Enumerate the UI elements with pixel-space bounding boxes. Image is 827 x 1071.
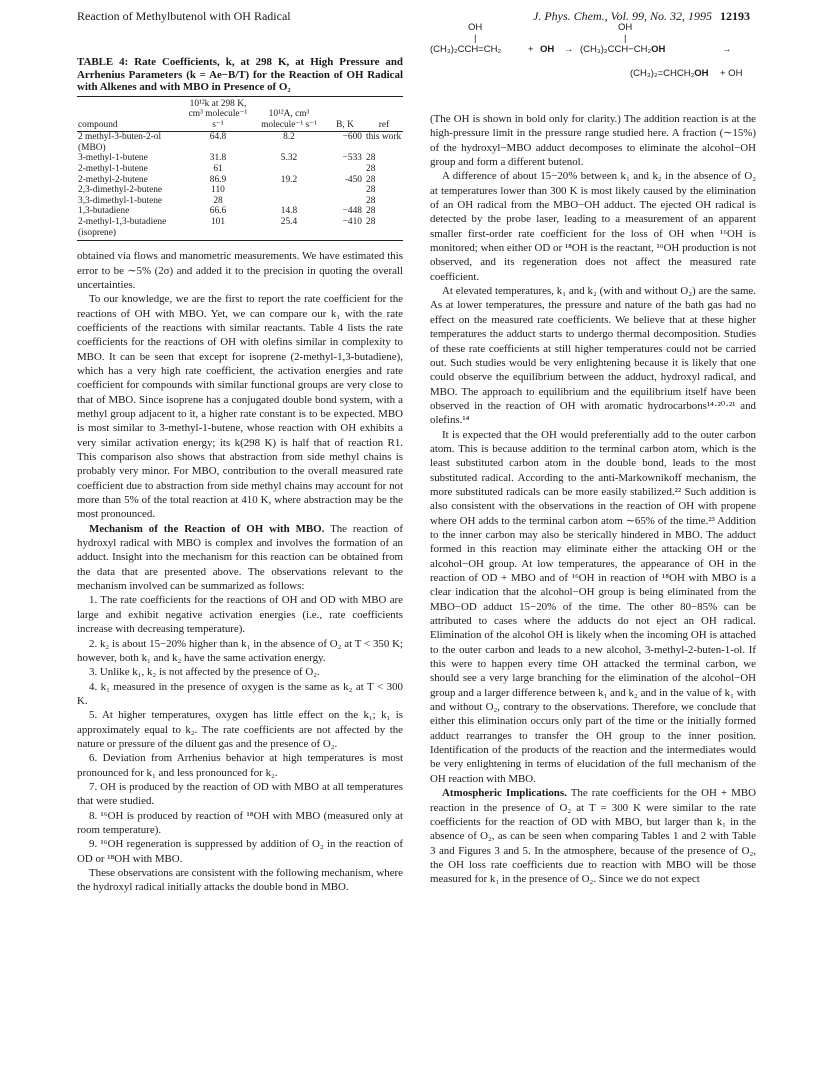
cell-a: 14.8 <box>280 206 298 217</box>
cell-ref: 28 <box>366 174 376 185</box>
product: (CH₃)₂=CHCH₂OH <box>630 68 709 79</box>
cell-b: -450 <box>344 174 362 185</box>
cell-compound: 1,3-butadiene <box>78 206 130 217</box>
paragraph: To our knowledge, we are the first to report the rate coefficient for the reactions of OH with MBO. Yet, we can compare our k₁ with the rate coefficients of the reactions with similar reactants. Table 4 lists the rate coefficients for the reactions of OH with olefins similar in complexity to MBO. It can be seen that except for isoprene (2-methyl-1,3-butadiene), which has a very high rate coefficient, the activation energies and rate coefficient for compounds with similar functional groups are very close to that of MBO. Since isoprene has a conjugated double bond system, with a methyl group adjacent to it, a higher rate constant is to be expected. MBO is most similar to 3-methyl-1-butene, whose reaction with OH exhibits a very similar activation energy; its k(298 K) is half that of reaction R1. This comparison also shows that abstraction from side methyl chains is probably very minor. For MBO, contribution to the overall measured rate coefficient due to abstraction from side methyl chains may account for not more than 5% of the total reaction at 410 K, where abstraction may be the most pronounced. <box>77 293 403 521</box>
cell-k: 66.6 <box>209 206 227 217</box>
cell-a <box>253 185 325 196</box>
cell-compound: 3,3-dimethyl-1-butene <box>78 195 163 206</box>
atmospheric-paragraph <box>430 786 756 886</box>
reaction-scheme <box>430 22 760 108</box>
bond-line: | <box>624 33 627 44</box>
paragraph: These observations are consistent with the following mechanism, where the hydroxyl radical initially attacks the double bond in MBO. <box>77 867 403 894</box>
cell-k: 61 <box>213 164 223 175</box>
cell-ref: 28 <box>366 153 376 164</box>
observation-item: 4. k₁ measured in the presence of oxygen is the same as k₂ at T < 300 K. <box>77 680 403 707</box>
cell-k: 31.8 <box>209 153 227 164</box>
observation-item: 2. k₂ is about 15−20% higher than k₁ in the absence of O₂ at T < 350 K; however, both k₁ and k₂ have the same activation energy. <box>77 637 403 664</box>
table-row <box>77 185 403 196</box>
cell-k: 110 <box>211 185 225 196</box>
col-header-compound: compound <box>77 97 183 132</box>
hydroxyl-label: OH <box>468 22 483 33</box>
table-row <box>77 153 403 164</box>
section-heading: Mechanism of the Reaction of OH with MBO. <box>89 522 325 535</box>
table-row <box>77 217 403 241</box>
paragraph-text: The reaction of hydroxyl radical with MBO is complex and involves the formation of an adduct. Insight into the mechanism for this reaction can be obtained from the data that are presented above. The observations relevant to the mechanism involved can be summarized as follows: <box>77 522 403 593</box>
cell-k: 101 <box>183 217 253 241</box>
adduct: (CH₃)₂CCH−CH₂OH <box>580 44 666 55</box>
cell-ref: this work <box>366 132 402 143</box>
plus-sign: + <box>528 44 534 55</box>
cell-a: 8.2 <box>283 132 295 143</box>
cell-ref: 28 <box>365 217 403 241</box>
left-column <box>77 56 403 895</box>
observation-item: 9. ¹⁶OH regeneration is suppressed by addition of O₂ in the reaction of OD or ¹⁸OH with MBO. <box>77 838 403 865</box>
paragraph-text: The rate coefficients for the OH + MBO reaction in the presence of O₂ at T = 300 K were similar to the rate coefficients for the reaction of OD with MBO, but larger than k₁ in the absence of O₂, as can be seen when comparing Tables 1 and 2 with Table 3 and Figures 3 and 5. In the atmosphere, because of the presence of O₂, the OH loss rate coefficients due to reaction with MBO will be those measured for k₁ in the presence of O₂. Since we do not expect <box>430 787 756 886</box>
table-row <box>77 164 403 175</box>
cell-ref: 28 <box>366 195 376 206</box>
table-caption: TABLE 4: Rate Coefficients, k, at 298 K, at High Pressure and Arrhenius Parameters (k = Ae−B/T) for the Reaction of OH Radical with Alkenes and with MBO in Presence of O₂ <box>77 56 403 93</box>
cell-compound: 2 methyl-3-buten-2-ol (MBO) <box>78 132 162 153</box>
oh-product: + OH <box>720 68 743 79</box>
cell-k: 86.9 <box>209 174 227 185</box>
oh-radical: OH <box>540 44 555 55</box>
page-number: 12193 <box>720 9 750 23</box>
col-header-ref: ref <box>365 97 403 132</box>
observation-item: 7. OH is produced by the reaction of OD with MBO at all temperatures that were studied. <box>77 780 403 808</box>
cell-compound: 2,3-dimethyl-2-butene <box>78 185 163 196</box>
observation-item: 1. The rate coefficients for the reactions of OH and OD with MBO are large and exhibit negative activation energies (i.e., rate coefficients increase with decreasing temperature). <box>77 594 403 636</box>
rate-coefficient-table <box>77 97 403 242</box>
col-header-b: B, K <box>325 97 365 132</box>
cell-ref: 28 <box>366 185 376 196</box>
paragraph: (The OH is shown in bold only for clarity.) The addition reaction is at the high-pressure limit in the pressure range studied here. A fraction (∼15%) of the hydroxyl−MBO adduct decomposes to eliminate the alcohol−OH group and form a different butenol. <box>430 113 756 169</box>
hydroxyl-label: OH <box>618 22 633 33</box>
paragraph: At elevated temperatures, k₁ and k₂ (with and without O₂) are the same. As at lower temperatures, the pressure and nature of the bath gas had no effect on the measured rate coefficients. We believe that at these higher temperatures the adduct starts to undergo thermal decomposition. Studies of these rate coefficients at still higher temperatures could not be carried out. Such studies would be very enlightening because it is likely that one could observe the equilibrium between the adduct, hydroxyl radical, and MBO. The approach to equilibrium and the equilibrium itself have been observed in the reaction of OH with aromatic hydrocarbons¹⁴·²⁰·²¹ and olefins.¹⁴ <box>430 285 756 427</box>
observation-item: 8. ¹⁶OH is produced by reaction of ¹⁸OH with MBO (measured only at room temperature). <box>77 809 403 836</box>
mechanism-paragraph <box>77 522 403 594</box>
cell-k: 28 <box>213 195 223 206</box>
reactant-mbo: (CH₃)₂CCH=CH₂ <box>430 44 502 55</box>
col-header-k: 10¹²k at 298 K, cm³ molecule⁻¹ s⁻¹ <box>183 97 253 132</box>
table-row <box>77 132 403 154</box>
table-row <box>77 175 403 186</box>
cell-ref: 28 <box>366 164 376 175</box>
cell-a <box>253 196 325 207</box>
cell-a: 19.2 <box>280 174 298 185</box>
paragraph: obtained via flows and manometric measurements. We have estimated this error to be ∼5% (2σ) and added it to the precision in quoting the overall uncertainties. <box>77 250 403 291</box>
observation-item: 5. At higher temperatures, oxygen has little effect on the k₁; k₁ is approximately equal to k₂. The rate coefficients are not affected by the nature or pressure of the diluent gas and the presence of O₂. <box>77 709 403 750</box>
reaction-arrow: → <box>564 44 574 55</box>
cell-b <box>325 164 365 175</box>
cell-compound: 2-methyl-1,3-butadiene (isoprene) <box>77 217 183 241</box>
col-header-a: 10¹²A, cm³ molecule⁻¹ s⁻¹ <box>253 97 325 132</box>
cell-b <box>325 185 365 196</box>
cell-compound: 3-methyl-1-butene <box>78 153 148 164</box>
cell-b: −600 <box>342 132 362 143</box>
bond-line: | <box>474 33 477 44</box>
cell-b: −448 <box>342 206 362 217</box>
reaction-arrow: → <box>722 44 732 55</box>
section-heading: Atmospheric Implications. <box>442 787 567 800</box>
table-header-row <box>77 97 403 132</box>
observation-item: 6. Deviation from Arrhenius behavior at high temperatures is most pronounced for k₁ and less pronounced for k₂. <box>77 752 403 779</box>
table-spacer <box>77 241 403 249</box>
cell-ref: 28 <box>366 206 376 217</box>
cell-compound: 2-methyl-1-butene <box>78 164 148 175</box>
cell-compound: 2-methyl-2-butene <box>78 174 148 185</box>
cell-k: 64.8 <box>209 132 227 143</box>
cell-a: 5.32 <box>280 153 298 164</box>
cell-b: −410 <box>325 217 365 241</box>
cell-a: 25.4 <box>253 217 325 241</box>
observation-item: 3. Unlike k₁, k₂ is not affected by the presence of O₂. <box>89 666 320 679</box>
cell-a <box>253 164 325 175</box>
cell-b <box>325 196 365 207</box>
table-row <box>77 196 403 207</box>
right-column <box>430 112 756 887</box>
running-title: Reaction of Methylbutenol with OH Radical <box>77 9 291 23</box>
cell-b: −533 <box>342 153 362 164</box>
journal-name: J. Phys. Chem., Vol. 99, No. 32, 1995 <box>533 9 712 23</box>
table-row <box>77 206 403 217</box>
paragraph: A difference of about 15−20% between k₁ and k₂ in the absence of O₂ at temperatures lower than 300 K is most likely caused by the elimination of an OH radical from the MBO−OH adduct. The ejected OH radical is detected by the probe laser, leading to a measurement of an apparent smaller first-order rate coefficient for the loss of OH when ¹⁶OH is monitored; when either OD or ¹⁸OH is the reactant, ¹⁶OH production is not observed, and its regeneration does not affect the measured rate coefficient. <box>430 170 756 283</box>
paragraph: It is expected that the OH would preferentially add to the outer carbon atom. This is because addition to the terminal carbon atom, which is the least substituted carbon atom in the double bond, leads to the most substituted radical. According to the anti-Markownikoff mechanism, the more substituted radicals can be more easily stabilized.²² Such addition is also consistent with the observations in the reaction of OH with propene where OH adds to the terminal carbon atom ∼65% of the time.²³ Addition to the inner carbon may also be sterically hindered in MBO. The adduct formed in this reaction may eliminate either the attacking OH or the alcohol−OH group. At low temperatures, the appearance of OH in the reaction of OD + MBO and of ¹⁶OH in reaction of ¹⁸OH with MBO is a clear indication that the alcohol−OH group is being eliminated from the MBO−OD adduct 15−20% of the time. The other 80−85% can be attributed to cases where the adducts do not eject an OH radical. Elimination of the alcohol OH is likely when the incoming OH is attached to the outer carbon and leads to a new alcohol, 3-methyl-2-buten-1-ol. If this were to happen every time OH attacked the terminal carbon, we should see a very large branching for the elimination of the alcohol−OH group and a larger difference between k₁ and k₂ and in the value of k₁ with and without O₂, contrary to the observations. Therefore, we conclude that either this elimination occurs only part of the time or the initially formed adduct rearranges to transfer the OH group to the inner position. Identification of the products of the reaction and the intermediates would be very enlightening in terms of elucidation of the full mechanism of the OH reaction with MBO. <box>430 428 756 785</box>
